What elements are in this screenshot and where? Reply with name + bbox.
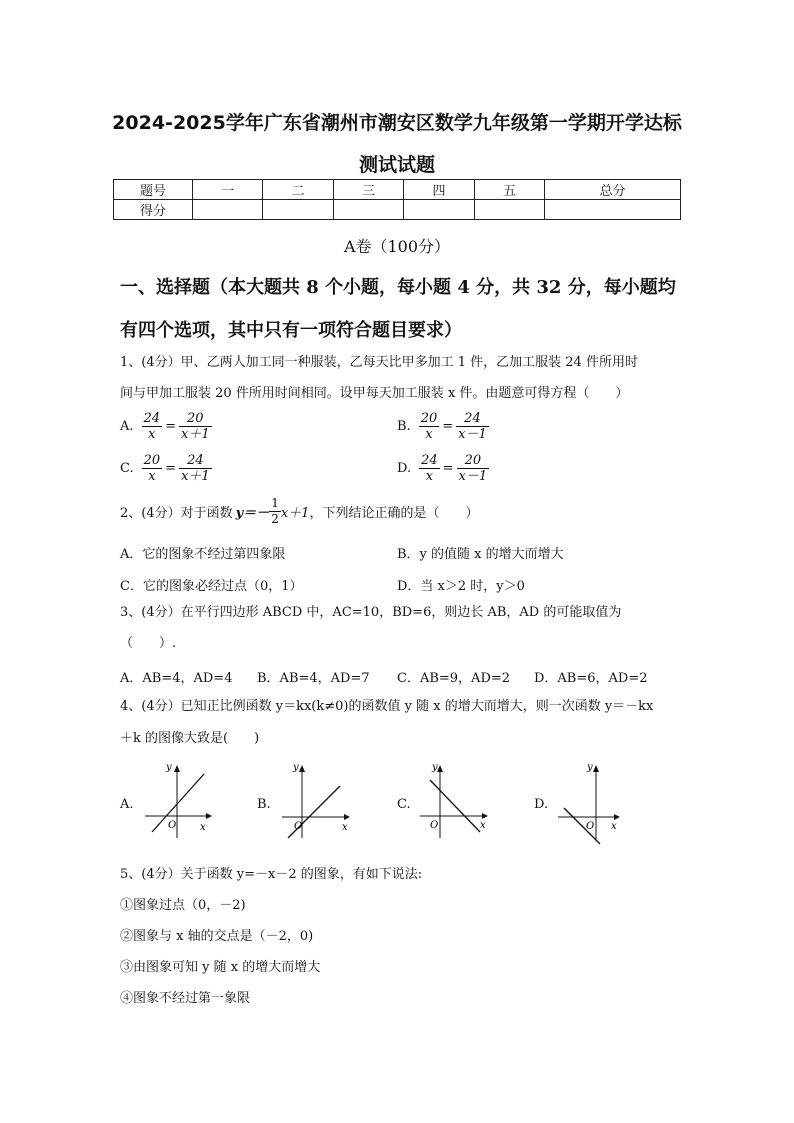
page-title-line2: 测试试题 [358,154,435,176]
option-label: C. [120,461,134,476]
function-line [564,808,600,844]
y-axis-arrow [593,765,599,772]
y-axis-arrow [437,765,443,772]
fraction: $\frac{24}{x-1}$ [458,411,487,442]
fraction: $\frac{24}{x+1}$ [181,453,210,484]
question-2: 2、(4分）对于函数 y＝－ $\frac{1}{2}$ x＋1 ，下列结论正确的是（ ） [120,496,479,526]
question-3-line2: （ ）. [120,636,177,651]
origin-label: O [168,820,177,831]
score-cell [193,200,263,220]
x-label: x [200,822,206,833]
q4-graph-a [140,760,215,840]
q4-option-b-label: B. [257,797,271,812]
y-label: y [587,762,593,773]
q4-graph-c [418,760,493,840]
q5-statement-1: ①图象过点（0，－2) [120,898,246,913]
paper-a-heading: A卷（100分） [343,237,451,256]
q1-option-b: B. $\frac{20}{x}$ = $\frac{24}{x-1}$ [397,411,487,442]
question-4-line2: ＋k 的图像大致是( ) [120,731,260,746]
table-cell: 得分 [114,200,193,220]
score-cell [333,200,403,220]
y-label: y [166,762,172,773]
q3-option-b: B．AB=4，AD=7 [257,671,370,686]
x-label: x [480,820,486,831]
table-cell: 四 [404,180,474,200]
q2-option-b: B．y 的值随 x 的增大而增大 [397,547,564,562]
q3-option-c: C．AB=9，AD=2 [397,671,511,686]
q5-statement-2: ②图象与 x 轴的交点是（－2，0) [120,929,314,944]
x-axis-arrow [614,814,620,820]
q1-option-c: C. $\frac{20}{x}$ = $\frac{24}{x+1}$ [120,453,210,484]
fraction: $\frac{1}{2}$ [271,496,279,526]
score-table [113,179,681,220]
y-axis-arrow [299,765,305,772]
q5-statement-3: ③由图象可知 y 随 x 的增大而增大 [120,960,321,975]
table-row [114,200,681,220]
question-1-line2: 间与甲加工服装 20 件所用时间相同。设甲每天加工服装 x 件。由题意可得方程（ ） [120,386,629,401]
y-label: y [293,762,299,773]
option-label: B. [397,419,411,434]
q3-option-a: A．AB=4，AD=4 [120,671,233,686]
function-line [152,774,204,832]
score-cell [545,200,681,220]
table-cell: 二 [263,180,333,200]
question-4-line1: 4、(4分）已知正比例函数 y＝kx(k≠0)的函数值 y 随 x 的增大而增大，则一次函数 y＝－kx [120,699,654,714]
q1-option-a: A. $\frac{24}{x}$ = $\frac{20}{x+1}$ [120,411,210,442]
score-cell [263,200,333,220]
q2-option-c: C．它的图象必经过点（0，1） [120,579,303,594]
option-label: A. [120,419,134,434]
table-row [114,180,681,200]
origin-label: O [586,821,595,832]
table-cell: 一 [193,180,263,200]
x-axis-arrow [206,813,212,819]
question-5-line1: 5、(4分）关于函数 y=－x－2 的图象，有如下说法: [120,867,423,882]
score-cell [474,200,544,220]
fraction: $\frac{24}{x}$ [421,453,438,484]
fraction: $\frac{20}{x}$ [420,411,438,442]
page-title: 2024-2025学年广东省潮州市潮安区数学九年级第一学期开学达标 [112,112,682,134]
y-label: y [432,762,438,773]
x-label: x [342,822,348,833]
origin-label: O [294,821,303,832]
section-heading-line2: 有四个选项，其中只有一项符合题目要求） [120,320,462,341]
table-cell: 总分 [545,180,681,200]
question-3-line1: 3、(4分）在平行四边形 ABCD 中，AC=10，BD=6，则边长 AB，AD 的可能取值为 [120,605,622,620]
q2-option-a: A．它的图象不经过第四象限 [120,547,286,562]
fraction: $\frac{20}{x-1}$ [458,453,488,484]
q1-option-d: D. $\frac{24}{x}$ = $\frac{20}{x-1}$ [397,453,488,484]
section-heading: 一、选择题（本大题共 8 个小题，每小题 4 分，共 32 分，每小题均 [120,277,676,298]
q2-option-d: D．当 x＞2 时，y＞0 [397,579,525,594]
fraction: $\frac{24}{x}$ [143,411,161,442]
score-cell [404,200,474,220]
fraction: $\frac{20}{x}$ [143,453,161,484]
table-cell: 三 [333,180,403,200]
q4-option-c-label: C. [397,797,411,812]
x-axis-arrow [344,814,350,820]
fraction: $\frac{20}{x+1}$ [180,411,210,442]
q5-statement-4: ④图象不经过第一象限 [120,991,251,1006]
q3-option-d: D．AB=6，AD=2 [534,671,648,686]
origin-label: O [430,820,439,831]
x-label: x [611,821,617,832]
table-cell: 题号 [114,180,193,200]
table-cell: 五 [474,180,544,200]
question-1-line1: 1、(4分）甲、乙两人加工同一种服装，乙每天比甲多加工 1 件，乙加工服装 24 件所用时 [120,355,638,370]
option-label: D. [397,461,412,476]
x-axis-arrow [482,813,488,819]
y-axis-arrow [174,765,180,772]
q4-graph-d [556,760,631,845]
q4-option-a-label: A. [120,797,134,812]
q4-graph-b [280,760,355,840]
q4-option-d-label: D. [534,797,549,812]
